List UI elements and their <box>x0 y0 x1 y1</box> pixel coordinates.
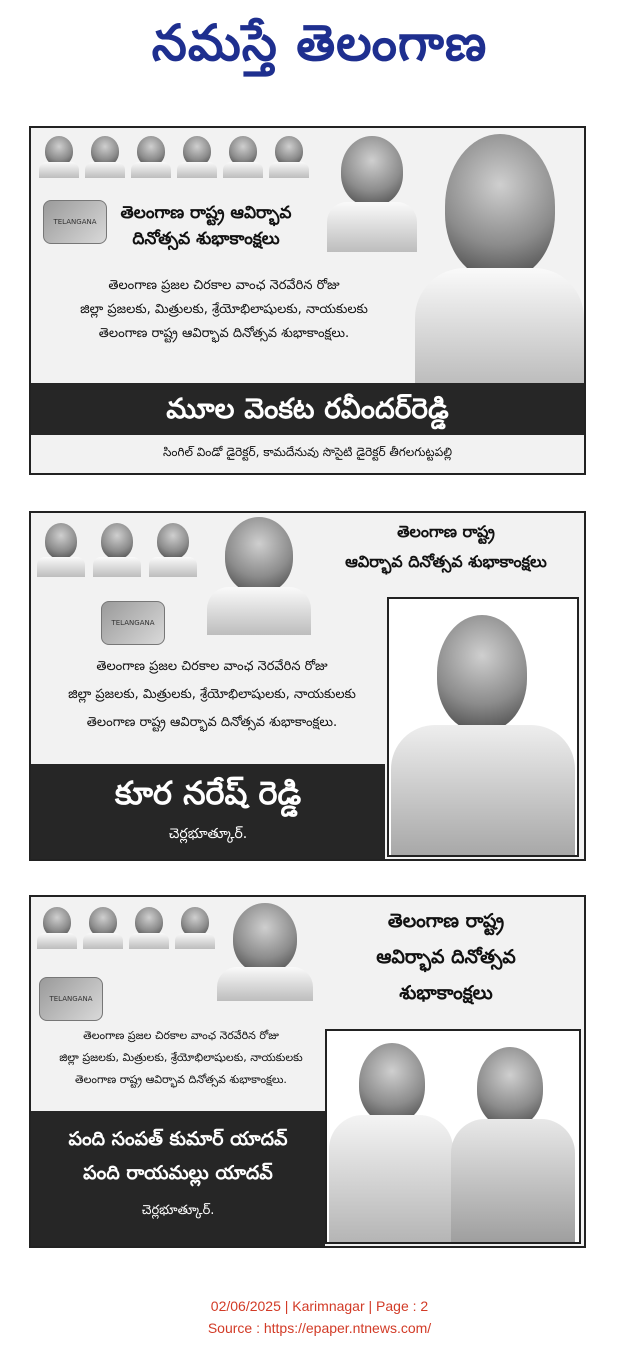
greeting-heading-line: శుభాకాంక్షలు <box>399 982 493 1004</box>
leader-photo-row <box>37 903 221 949</box>
minister-photo <box>207 515 311 635</box>
leader-photo <box>37 519 85 577</box>
greeting-heading <box>313 903 579 1011</box>
advertiser-location: చెర్లభూత్కూర్. <box>141 1203 215 1218</box>
message-line: తెలంగాణ ప్రజల చిరకాల వాంఛ నెరవేరిన రోజు <box>108 278 340 293</box>
advertiser-name: మూల వెంకట రవీందర్‌రెడ్డి <box>166 392 449 425</box>
advertiser-portrait-frame <box>325 1029 581 1244</box>
name-banner <box>31 764 385 859</box>
message-line: జిల్లా ప్రజలకు, మిత్రులకు, శ్రేయోభిలాషులకు, నాయకులకు <box>80 302 368 317</box>
greeting-heading-line: ఆవిర్భావ దినోత్సవ <box>376 946 516 968</box>
advertiser-portrait-frame <box>387 597 579 857</box>
telangana-map-logo: TELANGANA <box>39 977 103 1021</box>
greeting-message <box>35 1025 327 1091</box>
ad-sampath-kumar-yadav <box>29 895 586 1248</box>
leader-photo <box>93 519 141 577</box>
ad-ravinder-reddy <box>29 126 586 475</box>
advertiser-location: చెర్లభూత్కూర్. <box>168 826 248 842</box>
leader-photo <box>129 903 169 949</box>
advertiser-name-secondary: పంది రాయమల్లు యాదవ్ <box>83 1162 273 1184</box>
minister-photo <box>217 901 313 1001</box>
greeting-heading-line: తెలంగాణ రాష్ట్ర <box>387 910 505 932</box>
leader-photo <box>85 132 125 178</box>
message-line: జిల్లా ప్రజలకు, మిత్రులకు, శ్రేయోభిలాషులకు, నాయకులకు <box>68 687 356 702</box>
advertiser-name-primary: పంది సంపత్ కుమార్ యాదవ్ <box>68 1128 288 1150</box>
telangana-map-logo: TELANGANA <box>101 601 165 645</box>
telangana-map-logo: TELANGANA <box>43 200 107 244</box>
message-line: తెలంగాణ రాష్ట్ర ఆవిర్భావ దినోత్సవ శుభాకాంక్షలు. <box>98 326 350 341</box>
greeting-heading-line: తెలంగాణ రాష్ట్ర <box>397 522 495 541</box>
message-line: తెలంగాణ ప్రజల చిరకాల వాంఛ నెరవేరిన రోజు <box>83 1029 279 1042</box>
advertiser-portrait <box>415 128 584 383</box>
ad-naresh-reddy <box>29 511 586 861</box>
greeting-message <box>35 653 389 737</box>
leader-photo <box>131 132 171 178</box>
newspaper-masthead: నమస్తే తెలంగాణ <box>151 14 488 72</box>
leader-photo <box>39 132 79 178</box>
leader-photo <box>223 132 263 178</box>
leader-photo <box>37 903 77 949</box>
greeting-heading-line: దినోత్సవ శుభాకాంక్షలు <box>132 229 280 249</box>
advertiser-name: కూర నరేష్ రెడ్డి <box>114 774 302 812</box>
message-line: తెలంగాణ రాష్ట్ర ఆవిర్భావ దినోత్సవ శుభాకాంక్షలు. <box>75 1073 287 1086</box>
leader-photo <box>149 519 197 577</box>
leader-photo <box>177 132 217 178</box>
leader-photo <box>83 903 123 949</box>
page-info: 02/06/2025 | Karimnagar | Page : 2 <box>210 1298 429 1314</box>
greeting-heading-line: తెలంగాణ రాష్ట్ర ఆవిర్భావ <box>120 203 292 223</box>
message-line: జిల్లా ప్రజలకు, మిత్రులకు, శ్రేయోభిలాషులకు, నాయకులకు <box>59 1051 303 1064</box>
leader-photo <box>269 132 309 178</box>
name-banner <box>31 1111 325 1246</box>
greeting-heading <box>313 517 579 577</box>
greeting-message <box>37 274 411 346</box>
name-banner <box>31 383 584 435</box>
greeting-heading-line: ఆవిర్భావ దినోత్సవ శుభాకాంక్షలు <box>345 552 547 571</box>
source-link[interactable]: Source : https://epaper.ntnews.com/ <box>207 1320 432 1336</box>
leader-photo <box>175 903 215 949</box>
leader-photo-row <box>37 519 205 577</box>
greeting-heading <box>101 200 311 252</box>
message-line: తెలంగాణ రాష్ట్ర ఆవిర్భావ దినోత్సవ శుభాకాంక్షలు. <box>86 715 338 730</box>
advertiser-designation: సింగిల్ విండో డైరెక్టర్, కామదేనువు సొసైటి డైరెక్టర్ తీగలగుట్టపల్లి <box>162 445 453 459</box>
message-line: తెలంగాణ ప్రజల చిరకాల వాంఛ నెరవేరిన రోజు <box>96 659 328 674</box>
minister-photo <box>327 132 417 252</box>
leader-photo-row <box>39 132 315 178</box>
